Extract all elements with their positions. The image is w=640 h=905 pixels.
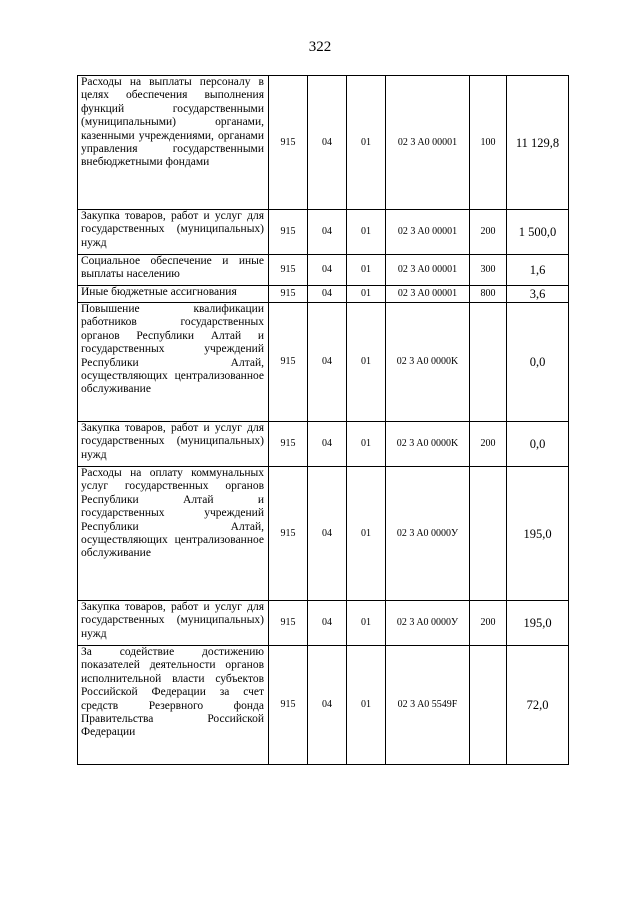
amount-value: 72,0 [507, 646, 569, 765]
table-row [78, 467, 569, 601]
expense-type-code: 300 [470, 255, 507, 286]
subsection-code: 01 [347, 210, 386, 255]
target-article-code: 02 3 A0 00001 [386, 210, 470, 255]
amount-value: 1 500,0 [507, 210, 569, 255]
section-code: 04 [308, 422, 347, 467]
expense-description: За содействие достижению показателей деятельности органов исполнительной власти субъектов Российской Федерации за счет средств Резервного фонда Правительства Российской Федерации [78, 646, 269, 765]
section-code: 04 [308, 467, 347, 601]
section-code: 04 [308, 646, 347, 765]
expense-description: Расходы на оплату коммунальных услуг государственных органов Республики Алтай и государственных учреждений Республики Алтай, осуществляющих централизованное обслуживание [78, 467, 269, 601]
ministry-code: 915 [269, 467, 308, 601]
target-article-code: 02 3 A0 0000У [386, 467, 470, 601]
target-article-code: 02 3 A0 00001 [386, 76, 470, 210]
amount-value: 1,6 [507, 255, 569, 286]
target-article-code: 02 3 A0 0000K [386, 303, 470, 422]
budget-table [77, 75, 569, 765]
expense-description: Повышение квалификации работников государственных органов Республики Алтай и государственных учреждений Республики Алтай, осуществляющих централизованное обслуживание [78, 303, 269, 422]
expense-description: Закупка товаров, работ и услуг для государственных (муниципальных) нужд [78, 601, 269, 646]
target-article-code: 02 3 A0 00001 [386, 255, 470, 286]
ministry-code: 915 [269, 255, 308, 286]
expense-type-code: 200 [470, 422, 507, 467]
table-row [78, 303, 569, 422]
section-code: 04 [308, 76, 347, 210]
ministry-code: 915 [269, 286, 308, 303]
amount-value: 195,0 [507, 601, 569, 646]
ministry-code: 915 [269, 422, 308, 467]
section-code: 04 [308, 286, 347, 303]
subsection-code: 01 [347, 255, 386, 286]
subsection-code: 01 [347, 467, 386, 601]
target-article-code: 02 3 A0 0000У [386, 601, 470, 646]
section-code: 04 [308, 601, 347, 646]
subsection-code: 01 [347, 286, 386, 303]
table-row [78, 601, 569, 646]
table-row [78, 210, 569, 255]
section-code: 04 [308, 210, 347, 255]
expense-description: Социальное обеспечение и иные выплаты населению [78, 255, 269, 286]
ministry-code: 915 [269, 210, 308, 255]
expense-description: Расходы на выплаты персоналу в целях обеспечения выполнения функций государственными (муниципальными) органами, казенными учреждениями, органами управления государственными внебюджетными фондами [78, 76, 269, 210]
expense-description: Закупка товаров, работ и услуг для государственных (муниципальных) нужд [78, 422, 269, 467]
amount-value: 11 129,8 [507, 76, 569, 210]
page-number: 322 [308, 39, 332, 55]
amount-value: 0,0 [507, 303, 569, 422]
ministry-code: 915 [269, 646, 308, 765]
subsection-code: 01 [347, 76, 386, 210]
expense-description: Иные бюджетные ассигнования [78, 286, 269, 303]
ministry-code: 915 [269, 303, 308, 422]
subsection-code: 01 [347, 646, 386, 765]
expense-description: Закупка товаров, работ и услуг для государственных (муниципальных) нужд [78, 210, 269, 255]
expense-type-code: 100 [470, 76, 507, 210]
expense-type-code: 800 [470, 286, 507, 303]
subsection-code: 01 [347, 601, 386, 646]
target-article-code: 02 3 A0 0000K [386, 422, 470, 467]
amount-value: 3,6 [507, 286, 569, 303]
table-row [78, 286, 569, 303]
table-row [78, 255, 569, 286]
table-row [78, 76, 569, 210]
target-article-code: 02 3 A0 5549F [386, 646, 470, 765]
section-code: 04 [308, 255, 347, 286]
expense-type-code [470, 646, 507, 765]
expense-type-code: 200 [470, 210, 507, 255]
ministry-code: 915 [269, 76, 308, 210]
amount-value: 195,0 [507, 467, 569, 601]
table-row [78, 422, 569, 467]
subsection-code: 01 [347, 303, 386, 422]
expense-type-code [470, 303, 507, 422]
ministry-code: 915 [269, 601, 308, 646]
expense-type-code: 200 [470, 601, 507, 646]
section-code: 04 [308, 303, 347, 422]
target-article-code: 02 3 A0 00001 [386, 286, 470, 303]
subsection-code: 01 [347, 422, 386, 467]
expense-type-code [470, 467, 507, 601]
amount-value: 0,0 [507, 422, 569, 467]
table-row [78, 646, 569, 765]
